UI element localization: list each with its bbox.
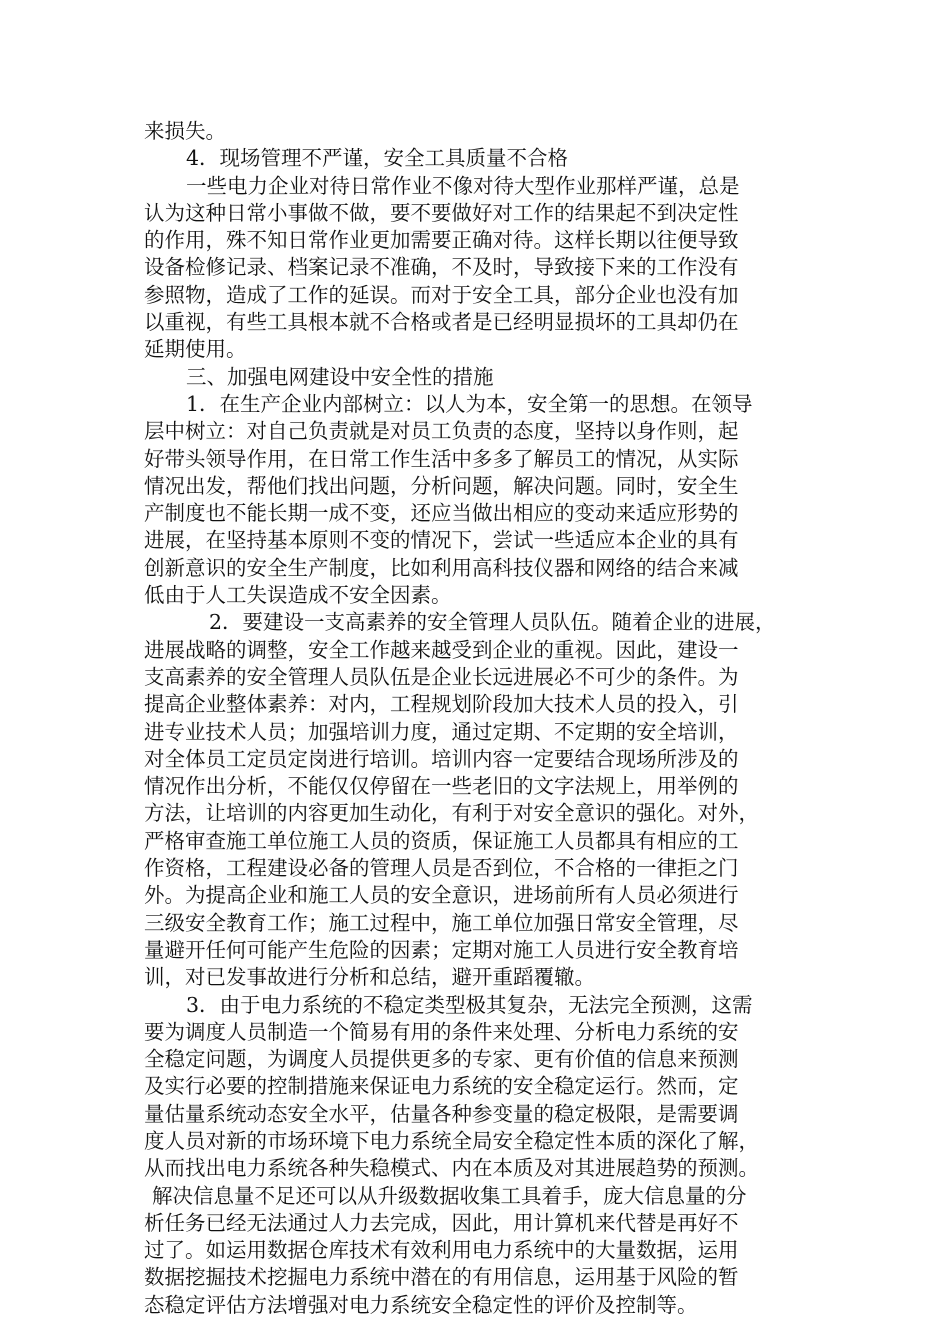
text-line: 量避开任何可能产生危险的因素；定期对施工人员进行安全教育培 [144,937,739,962]
text-line: 对全体员工定员定岗进行培训。培训内容一定要结合现场所涉及的 [144,746,739,771]
text-line: 全稳定问题，为调度人员提供更多的专家、更有价值的信息来预测 [144,1047,739,1072]
text-line: 2．要建设一支高素养的安全管理人员队伍。随着企业的进展， [209,610,776,635]
text-line: 提高企业整体素养：对内，工程规划阶段加大技术人员的投入，引 [144,692,739,717]
text-line: 低由于人工失误造成不安全因素。 [144,583,452,608]
text-line: 三级安全教育工作；施工过程中，施工单位加强日常安全管理，尽 [144,910,739,935]
document-body [144,118,814,1319]
text-line: 创新意识的安全生产制度，比如利用高科技仪器和网络的结合来减 [144,555,739,580]
text-line: 训，对已发事故进行分析和总结，避开重蹈覆辙。 [144,965,595,990]
text-line: 一些电力企业对待日常作业不像对待大型作业那样严谨，总是 [186,173,740,198]
text-line: 及实行必要的控制措施来保证电力系统的安全稳定运行。然而，定 [144,1074,739,1099]
text-line: 严格审查施工单位施工人员的资质，保证施工人员都具有相应的工 [144,828,739,853]
text-line: 作资格，工程建设必备的管理人员是否到位，不合格的一律拒之门 [144,856,739,881]
text-line: 情况出发，帮他们找出问题，分析问题，解决问题。同时，安全生 [144,473,739,498]
text-line: 3．由于电力系统的不稳定类型极其复杂，无法完全预测，这需 [186,992,753,1017]
text-line: 要为调度人员制造一个简易有用的条件来处理、分析电力系统的安 [144,1019,739,1044]
text-line: 数据挖掘技术挖掘电力系统中潜在的有用信息，运用基于风险的暂 [144,1265,739,1290]
text-line: 支高素养的安全管理人员队伍是企业长远进展必不可少的条件。为 [144,664,739,689]
text-line: 态稳定评估方法增强对电力系统安全稳定性的评价及控制等。 [144,1292,698,1317]
text-line: 层中树立：对自己负责就是对员工负责的态度，坚持以身作则，起 [144,419,739,444]
text-line: 以重视，有些工具根本就不合格或者是已经明显损坏的工具却仍在 [144,310,739,335]
text-line: 进展，在坚持基本原则不变的情况下，尝试一些适应本企业的具有 [144,528,739,553]
text-line: 设备检修记录、档案记录不准确，不及时，导致接下来的工作没有 [144,255,739,280]
text-line: 情况作出分析，不能仅仅停留在一些老旧的文字法规上，用举例的 [144,774,739,799]
text-line: 来损失。 [144,119,226,143]
text-line: 外。为提高企业和施工人员的安全意识，进场前所有人员必须进行 [144,883,739,908]
text-line: 参照物，造成了工作的延误。而对于安全工具，部分企业也没有加 [144,282,739,307]
text-line: 过了。如运用数据仓库技术有效利用电力系统中的大量数据，运用 [144,1238,739,1263]
text-line: 认为这种日常小事做不做，要不要做好对工作的结果起不到决定性 [144,200,739,225]
text-line: 进展战略的调整，安全工作越来越受到企业的重视。因此，建设一 [144,637,739,662]
text-line: 延期使用。 [144,337,247,362]
text-line: 三、加强电网建设中安全性的措施 [186,364,494,389]
text-line: 度人员对新的市场环境下电力系统全局安全稳定性本质的深化了解， [144,1128,759,1153]
text-line: 进专业技术人员；加强培训力度，通过定期、不定期的安全培训， [144,719,739,744]
text-line: 1．在生产企业内部树立：以人为本，安全第一的思想。在领导 [186,391,753,416]
text-line: 析任务已经无法通过人力去完成，因此，用计算机来代替是再好不 [144,1210,739,1235]
text-line: 产制度也不能长期一成不变，还应当做出相应的变动来适应形势的 [144,501,739,526]
text-line: 量估量系统动态安全水平，估量各种参变量的稳定极限，是需要调 [144,1101,739,1126]
text-line: 解决信息量不足还可以从升级数据收集工具着手，庞大信息量的分 [152,1183,747,1208]
text-line: 的作用，殊不知日常作业更加需要正确对待。这样长期以往便导致 [144,228,739,253]
text-line: 从而找出电力系统各种失稳模式、内在本质及对其进展趋势的预测。 [144,1156,759,1181]
text-line: 4．现场管理不严谨，安全工具质量不合格 [186,146,569,171]
text-line: 方法，让培训的内容更加生动化，有利于对安全意识的强化。对外， [144,801,759,826]
text-line: 好带头领导作用，在日常工作生活中多多了解员工的情况，从实际 [144,446,739,471]
